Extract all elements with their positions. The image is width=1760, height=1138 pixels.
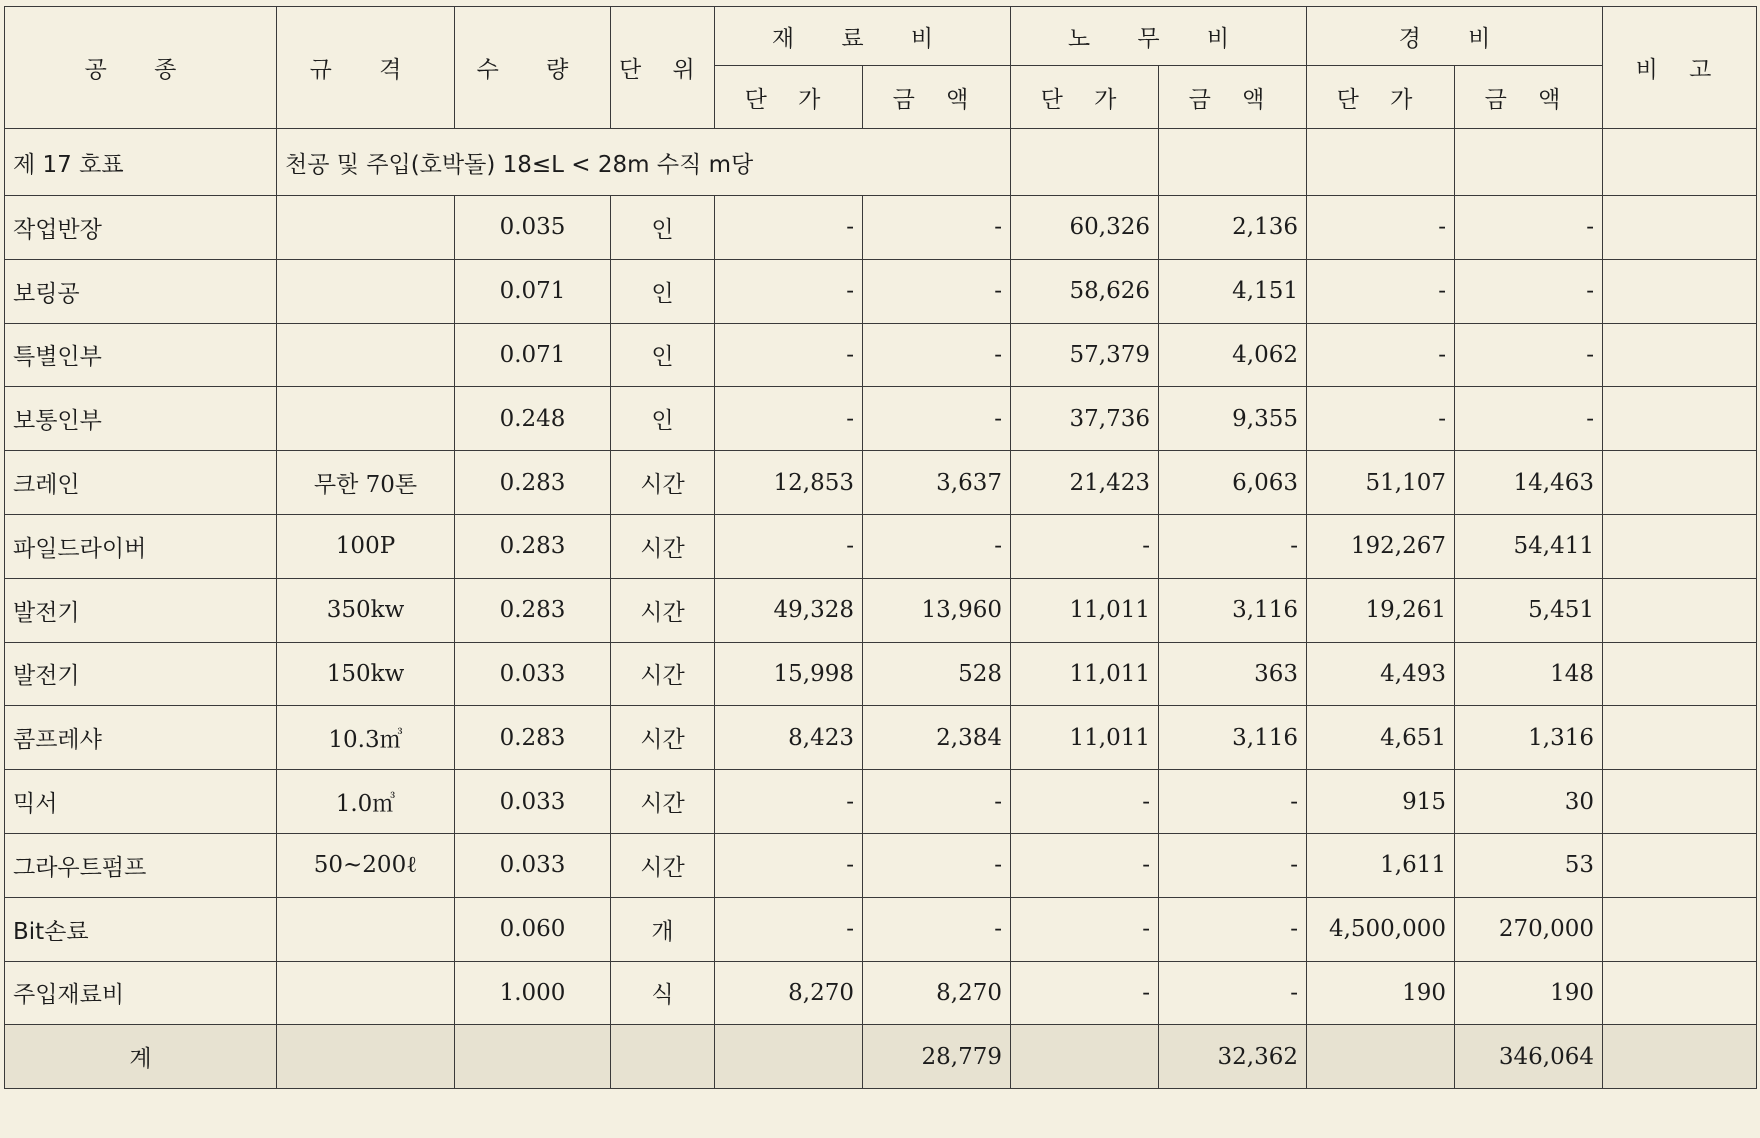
header-material-unit-price: 단 가 xyxy=(715,66,863,129)
header-labor-unit-price: 단 가 xyxy=(1011,66,1159,129)
cell-labor-unit-price: - xyxy=(1011,770,1159,834)
cell-labor-unit-price: - xyxy=(1011,897,1159,961)
header-expense-unit-price: 단 가 xyxy=(1307,66,1455,129)
total-label: 계 xyxy=(5,1025,277,1089)
cell-item: 주입재료비 xyxy=(5,961,277,1025)
header-qty: 수 량 xyxy=(455,7,611,129)
cell-material-amount: 13,960 xyxy=(863,578,1011,642)
cell-material-unit-price: - xyxy=(715,514,863,578)
cell-expense-unit-price: 915 xyxy=(1307,770,1455,834)
cell-material-unit-price: - xyxy=(715,833,863,897)
cell-qty: 0.283 xyxy=(455,514,611,578)
cell-remark xyxy=(1603,642,1757,706)
cell-unit: 시간 xyxy=(611,642,715,706)
cell-material-unit-price: - xyxy=(715,387,863,451)
cell-spec xyxy=(277,259,455,323)
cell-labor-amount: 6,063 xyxy=(1159,451,1307,515)
cell-spec: 1.0㎥ xyxy=(277,770,455,834)
header-item: 공 종 xyxy=(5,7,277,129)
cell-spec: 100P xyxy=(277,514,455,578)
cell-labor-unit-price: 58,626 xyxy=(1011,259,1159,323)
total-expense-amount: 346,064 xyxy=(1455,1025,1603,1089)
cell-labor-amount: - xyxy=(1159,897,1307,961)
cell-material-amount: 528 xyxy=(863,642,1011,706)
cell-expense-unit-price: - xyxy=(1307,196,1455,260)
cell-remark xyxy=(1603,961,1757,1025)
cell-labor-amount: - xyxy=(1159,961,1307,1025)
cell-labor-unit-price: 60,326 xyxy=(1011,196,1159,260)
cell-spec: 무한 70톤 xyxy=(277,451,455,515)
cell-expense-unit-price: 4,493 xyxy=(1307,642,1455,706)
cell-material-amount: - xyxy=(863,897,1011,961)
cell-remark xyxy=(1603,578,1757,642)
cell-spec xyxy=(277,323,455,387)
cell-material-unit-price: - xyxy=(715,259,863,323)
cell-unit: 시간 xyxy=(611,770,715,834)
cell-expense-unit-price: 190 xyxy=(1307,961,1455,1025)
cell-remark xyxy=(1603,833,1757,897)
cell-unit: 인 xyxy=(611,196,715,260)
header-expense-amount: 금 액 xyxy=(1455,66,1603,129)
cell-material-amount: 8,270 xyxy=(863,961,1011,1025)
header-remark: 비 고 xyxy=(1603,7,1757,129)
cell-labor-amount: - xyxy=(1159,770,1307,834)
cell-remark xyxy=(1603,451,1757,515)
cell-item: 파일드라이버 xyxy=(5,514,277,578)
cell-qty: 0.283 xyxy=(455,451,611,515)
cell-remark xyxy=(1603,706,1757,770)
cell-remark xyxy=(1603,514,1757,578)
cell-material-amount: - xyxy=(863,833,1011,897)
table-row xyxy=(5,196,1757,260)
table-row xyxy=(5,578,1757,642)
table-row xyxy=(5,323,1757,387)
cell-unit: 시간 xyxy=(611,514,715,578)
cell-material-amount: - xyxy=(863,259,1011,323)
table-row xyxy=(5,833,1757,897)
cell-item: 크레인 xyxy=(5,451,277,515)
cell-expense-unit-price: 1,611 xyxy=(1307,833,1455,897)
cell-labor-unit-price: 37,736 xyxy=(1011,387,1159,451)
cell-item: 믹서 xyxy=(5,770,277,834)
cell-labor-unit-price: 11,011 xyxy=(1011,642,1159,706)
cell-expense-amount: 270,000 xyxy=(1455,897,1603,961)
cell-labor-amount: 3,116 xyxy=(1159,706,1307,770)
cell-spec xyxy=(277,961,455,1025)
cell-labor-amount: 2,136 xyxy=(1159,196,1307,260)
cell-expense-amount: - xyxy=(1455,387,1603,451)
cell-labor-unit-price: - xyxy=(1011,514,1159,578)
header-labor-amount: 금 액 xyxy=(1159,66,1307,129)
total-row xyxy=(5,1025,1757,1089)
table-row xyxy=(5,642,1757,706)
table-row xyxy=(5,451,1757,515)
cell-spec: 10.3㎥ xyxy=(277,706,455,770)
cell-labor-amount: 4,151 xyxy=(1159,259,1307,323)
cell-qty: 1.000 xyxy=(455,961,611,1025)
cell-expense-amount: 54,411 xyxy=(1455,514,1603,578)
cell-expense-amount: - xyxy=(1455,196,1603,260)
cell-expense-amount: 30 xyxy=(1455,770,1603,834)
cell-expense-amount: 53 xyxy=(1455,833,1603,897)
cell-expense-unit-price: - xyxy=(1307,387,1455,451)
cell-qty: 0.035 xyxy=(455,196,611,260)
cell-material-unit-price: 12,853 xyxy=(715,451,863,515)
cell-qty: 0.033 xyxy=(455,833,611,897)
cell-unit: 시간 xyxy=(611,833,715,897)
cell-labor-unit-price: 11,011 xyxy=(1011,578,1159,642)
cell-material-unit-price: 8,423 xyxy=(715,706,863,770)
cell-expense-amount: 190 xyxy=(1455,961,1603,1025)
cell-material-amount: - xyxy=(863,196,1011,260)
cell-material-unit-price: - xyxy=(715,897,863,961)
cell-labor-amount: - xyxy=(1159,833,1307,897)
cell-unit: 인 xyxy=(611,323,715,387)
cell-qty: 0.283 xyxy=(455,706,611,770)
cell-material-unit-price: 15,998 xyxy=(715,642,863,706)
table-row xyxy=(5,259,1757,323)
cell-expense-unit-price: 4,651 xyxy=(1307,706,1455,770)
cell-material-amount: - xyxy=(863,387,1011,451)
cell-expense-unit-price: - xyxy=(1307,323,1455,387)
cell-unit: 시간 xyxy=(611,451,715,515)
table-row xyxy=(5,770,1757,834)
cell-spec xyxy=(277,196,455,260)
cell-qty: 0.248 xyxy=(455,387,611,451)
cell-item: 발전기 xyxy=(5,578,277,642)
cell-material-amount: - xyxy=(863,770,1011,834)
cell-unit: 인 xyxy=(611,259,715,323)
cell-material-amount: - xyxy=(863,323,1011,387)
cell-remark xyxy=(1603,770,1757,834)
cell-expense-unit-price: - xyxy=(1307,259,1455,323)
cell-labor-unit-price: - xyxy=(1011,961,1159,1025)
table-row xyxy=(5,514,1757,578)
cell-material-amount: - xyxy=(863,514,1011,578)
cell-qty: 0.071 xyxy=(455,259,611,323)
cell-unit: 식 xyxy=(611,961,715,1025)
cell-item: 보통인부 xyxy=(5,387,277,451)
cell-labor-unit-price: 11,011 xyxy=(1011,706,1159,770)
cell-expense-unit-price: 19,261 xyxy=(1307,578,1455,642)
cell-material-unit-price: 49,328 xyxy=(715,578,863,642)
cell-expense-amount: - xyxy=(1455,323,1603,387)
cell-unit: 시간 xyxy=(611,706,715,770)
header-unit: 단 위 xyxy=(611,7,715,129)
header-expense: 경 비 xyxy=(1307,7,1603,66)
cell-item: 콤프레샤 xyxy=(5,706,277,770)
cell-expense-unit-price: 4,500,000 xyxy=(1307,897,1455,961)
cell-expense-amount: 1,316 xyxy=(1455,706,1603,770)
cell-material-unit-price: - xyxy=(715,323,863,387)
cell-labor-amount: 4,062 xyxy=(1159,323,1307,387)
cell-material-amount: 2,384 xyxy=(863,706,1011,770)
header-material: 재 료 비 xyxy=(715,7,1011,66)
cell-unit: 개 xyxy=(611,897,715,961)
cell-qty: 0.283 xyxy=(455,578,611,642)
header-spec: 규 격 xyxy=(277,7,455,129)
cell-item: 발전기 xyxy=(5,642,277,706)
cell-labor-unit-price: - xyxy=(1011,833,1159,897)
cell-expense-amount: 148 xyxy=(1455,642,1603,706)
cell-labor-amount: 9,355 xyxy=(1159,387,1307,451)
cell-remark xyxy=(1603,259,1757,323)
section-code: 제 17 호표 xyxy=(5,129,277,196)
cell-qty: 0.060 xyxy=(455,897,611,961)
cell-remark xyxy=(1603,196,1757,260)
cell-labor-amount: 363 xyxy=(1159,642,1307,706)
cell-expense-amount: 5,451 xyxy=(1455,578,1603,642)
cell-unit: 시간 xyxy=(611,578,715,642)
header-row-1 xyxy=(5,7,1757,66)
cell-qty: 0.033 xyxy=(455,770,611,834)
table-row xyxy=(5,897,1757,961)
table-row xyxy=(5,387,1757,451)
cell-spec xyxy=(277,387,455,451)
cell-labor-amount: - xyxy=(1159,514,1307,578)
cell-expense-amount: - xyxy=(1455,259,1603,323)
cell-material-unit-price: 8,270 xyxy=(715,961,863,1025)
table-row xyxy=(5,706,1757,770)
cell-item: 그라우트펌프 xyxy=(5,833,277,897)
total-labor-amount: 32,362 xyxy=(1159,1025,1307,1089)
cell-remark xyxy=(1603,387,1757,451)
cell-material-unit-price: - xyxy=(715,770,863,834)
cell-qty: 0.071 xyxy=(455,323,611,387)
cell-remark xyxy=(1603,323,1757,387)
table-body xyxy=(5,129,1757,1025)
section-row xyxy=(5,129,1757,196)
cell-qty: 0.033 xyxy=(455,642,611,706)
cell-material-amount: 3,637 xyxy=(863,451,1011,515)
cell-labor-unit-price: 21,423 xyxy=(1011,451,1159,515)
cell-item: 보링공 xyxy=(5,259,277,323)
cell-spec: 350kw xyxy=(277,578,455,642)
header-labor: 노 무 비 xyxy=(1011,7,1307,66)
cell-unit: 인 xyxy=(611,387,715,451)
cell-spec: 150kw xyxy=(277,642,455,706)
cell-item: 작업반장 xyxy=(5,196,277,260)
section-description: 천공 및 주입(호박돌) 18≤L < 28m 수직 m당 xyxy=(277,129,1011,196)
cell-item: Bit손료 xyxy=(5,897,277,961)
cell-item: 특별인부 xyxy=(5,323,277,387)
header-material-amount: 금 액 xyxy=(863,66,1011,129)
cell-spec: 50~200ℓ xyxy=(277,833,455,897)
cell-remark xyxy=(1603,897,1757,961)
cell-expense-amount: 14,463 xyxy=(1455,451,1603,515)
cell-expense-unit-price: 192,267 xyxy=(1307,514,1455,578)
total-material-amount: 28,779 xyxy=(863,1025,1011,1089)
cell-labor-amount: 3,116 xyxy=(1159,578,1307,642)
cell-material-unit-price: - xyxy=(715,196,863,260)
cell-spec xyxy=(277,897,455,961)
table-row xyxy=(5,961,1757,1025)
unit-cost-table xyxy=(4,6,1757,1089)
cell-expense-unit-price: 51,107 xyxy=(1307,451,1455,515)
cell-labor-unit-price: 57,379 xyxy=(1011,323,1159,387)
